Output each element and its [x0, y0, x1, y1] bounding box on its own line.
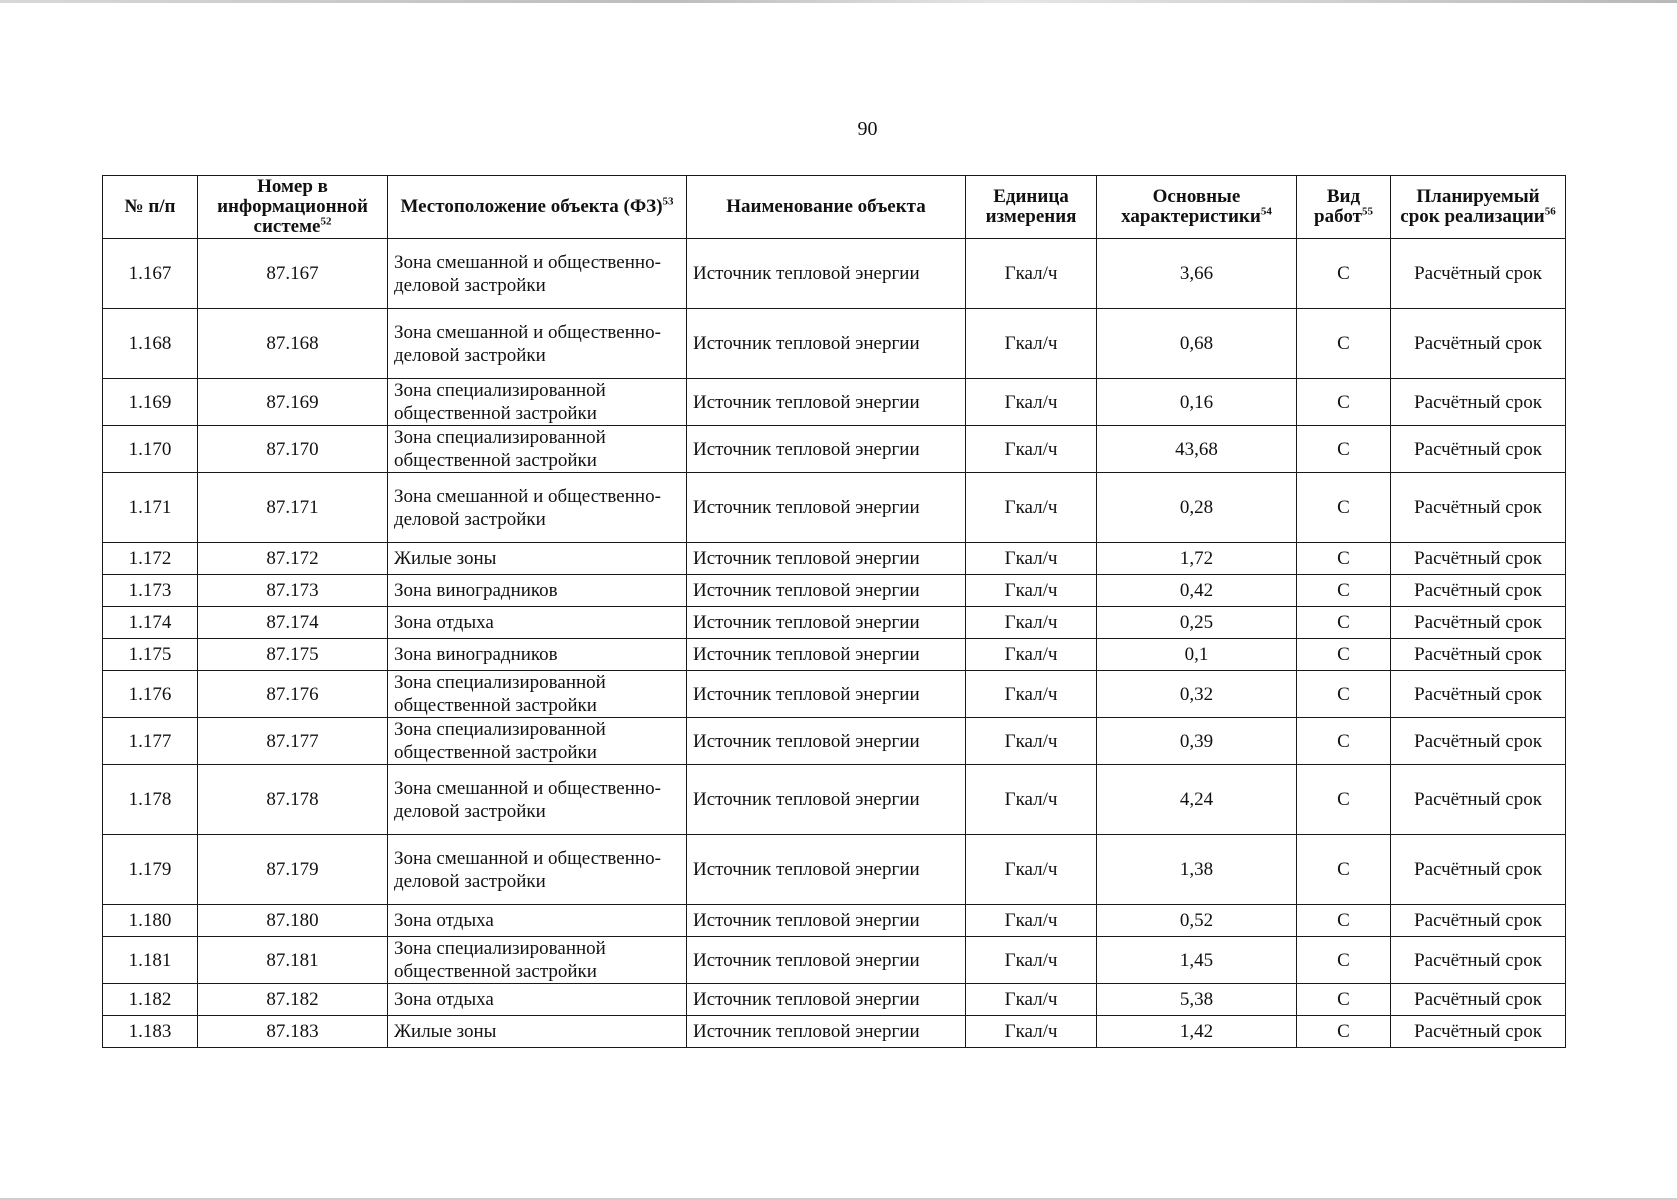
characteristic-value-cell: 1,42	[1097, 1016, 1297, 1048]
location-cell: Зона отдыха	[388, 905, 687, 937]
unit-cell: Гкал/ч	[966, 239, 1097, 309]
header-label: Номер в информационной системе	[217, 176, 368, 237]
term-cell: Расчётный срок	[1391, 835, 1566, 905]
header-cell-characteristics	[1097, 176, 1297, 239]
table-row	[103, 473, 1566, 543]
object-name-cell: Источник тепловой энергии	[687, 671, 966, 718]
row-number-cell: 1.173	[103, 575, 198, 607]
row-number-cell: 1.168	[103, 309, 198, 379]
work-type-cell: С	[1297, 607, 1391, 639]
location-cell: Зона специализированной общественной застройки	[388, 426, 687, 473]
row-number-cell: 1.167	[103, 239, 198, 309]
row-number-cell: 1.181	[103, 937, 198, 984]
footnote-ref: 53	[662, 195, 674, 208]
unit-cell: Гкал/ч	[966, 718, 1097, 765]
table-row	[103, 239, 1566, 309]
header-cell-unit	[966, 176, 1097, 239]
term-cell: Расчётный срок	[1391, 671, 1566, 718]
location-cell: Зона виноградников	[388, 639, 687, 671]
table-row	[103, 309, 1566, 379]
term-cell: Расчётный срок	[1391, 984, 1566, 1016]
scan-edge-top	[0, 0, 1677, 3]
work-type-cell: С	[1297, 1016, 1391, 1048]
work-type-cell: С	[1297, 575, 1391, 607]
system-code-cell: 87.174	[198, 607, 388, 639]
term-cell: Расчётный срок	[1391, 607, 1566, 639]
location-cell: Зона специализированной общественной застройки	[388, 671, 687, 718]
header-cell-location	[388, 176, 687, 239]
header-cell-number	[103, 176, 198, 239]
term-cell: Расчётный срок	[1391, 937, 1566, 984]
row-number-cell: 1.178	[103, 765, 198, 835]
work-type-cell: С	[1297, 905, 1391, 937]
table-row	[103, 984, 1566, 1016]
object-name-cell: Источник тепловой энергии	[687, 905, 966, 937]
characteristic-value-cell: 0,25	[1097, 607, 1297, 639]
object-name-cell: Источник тепловой энергии	[687, 379, 966, 426]
location-cell: Зона смешанной и общественно-деловой застройки	[388, 765, 687, 835]
system-code-cell: 87.183	[198, 1016, 388, 1048]
footnote-ref: 55	[1361, 205, 1373, 218]
work-type-cell: С	[1297, 984, 1391, 1016]
row-number-cell: 1.175	[103, 639, 198, 671]
table-row	[103, 671, 1566, 718]
footnote-ref: 56	[1544, 205, 1556, 218]
table-row	[103, 379, 1566, 426]
system-code-cell: 87.169	[198, 379, 388, 426]
system-code-cell: 87.179	[198, 835, 388, 905]
location-cell: Зона виноградников	[388, 575, 687, 607]
term-cell: Расчётный срок	[1391, 575, 1566, 607]
row-number-cell: 1.172	[103, 543, 198, 575]
characteristic-value-cell: 5,38	[1097, 984, 1297, 1016]
term-cell: Расчётный срок	[1391, 309, 1566, 379]
header-cell-work-type	[1297, 176, 1391, 239]
objects-table	[102, 175, 1566, 1048]
row-number-cell: 1.170	[103, 426, 198, 473]
work-type-cell: С	[1297, 937, 1391, 984]
system-code-cell: 87.178	[198, 765, 388, 835]
table-row	[103, 426, 1566, 473]
characteristic-value-cell: 0,68	[1097, 309, 1297, 379]
table-body	[103, 239, 1566, 1048]
characteristic-value-cell: 0,28	[1097, 473, 1297, 543]
unit-cell: Гкал/ч	[966, 671, 1097, 718]
header-label: Местоположение объекта (ФЗ)	[400, 196, 663, 217]
work-type-cell: С	[1297, 671, 1391, 718]
unit-cell: Гкал/ч	[966, 1016, 1097, 1048]
location-cell: Зона специализированной общественной застройки	[388, 379, 687, 426]
row-number-cell: 1.180	[103, 905, 198, 937]
location-cell: Зона специализированной общественной застройки	[388, 937, 687, 984]
unit-cell: Гкал/ч	[966, 639, 1097, 671]
work-type-cell: С	[1297, 426, 1391, 473]
work-type-cell: С	[1297, 718, 1391, 765]
row-number-cell: 1.169	[103, 379, 198, 426]
table-row	[103, 543, 1566, 575]
system-code-cell: 87.175	[198, 639, 388, 671]
unit-cell: Гкал/ч	[966, 607, 1097, 639]
object-name-cell: Источник тепловой энергии	[687, 1016, 966, 1048]
characteristic-value-cell: 0,39	[1097, 718, 1297, 765]
footnote-ref: 54	[1260, 205, 1272, 218]
header-cell-term	[1391, 176, 1566, 239]
work-type-cell: С	[1297, 309, 1391, 379]
row-number-cell: 1.183	[103, 1016, 198, 1048]
location-cell: Зона отдыха	[388, 607, 687, 639]
unit-cell: Гкал/ч	[966, 426, 1097, 473]
object-name-cell: Источник тепловой энергии	[687, 575, 966, 607]
unit-cell: Гкал/ч	[966, 984, 1097, 1016]
header-label: Единица измерения	[985, 186, 1077, 227]
location-cell: Зона смешанной и общественно-деловой застройки	[388, 835, 687, 905]
term-cell: Расчётный срок	[1391, 239, 1566, 309]
object-name-cell: Источник тепловой энергии	[687, 473, 966, 543]
characteristic-value-cell: 1,38	[1097, 835, 1297, 905]
unit-cell: Гкал/ч	[966, 309, 1097, 379]
location-cell: Зона смешанной и общественно-деловой застройки	[388, 239, 687, 309]
system-code-cell: 87.172	[198, 543, 388, 575]
work-type-cell: С	[1297, 835, 1391, 905]
characteristic-value-cell: 43,68	[1097, 426, 1297, 473]
location-cell: Зона смешанной и общественно-деловой застройки	[388, 309, 687, 379]
unit-cell: Гкал/ч	[966, 543, 1097, 575]
row-number-cell: 1.177	[103, 718, 198, 765]
system-code-cell: 87.170	[198, 426, 388, 473]
header-label: Основные характеристики	[1121, 186, 1261, 227]
term-cell: Расчётный срок	[1391, 718, 1566, 765]
table-row	[103, 607, 1566, 639]
page-number: 90	[857, 118, 878, 140]
object-name-cell: Источник тепловой энергии	[687, 543, 966, 575]
work-type-cell: С	[1297, 543, 1391, 575]
header-row	[103, 176, 1566, 239]
unit-cell: Гкал/ч	[966, 905, 1097, 937]
term-cell: Расчётный срок	[1391, 639, 1566, 671]
row-number-cell: 1.176	[103, 671, 198, 718]
work-type-cell: С	[1297, 473, 1391, 543]
location-cell: Зона смешанной и общественно-деловой застройки	[388, 473, 687, 543]
table-header	[103, 176, 1566, 239]
object-name-cell: Источник тепловой энергии	[687, 426, 966, 473]
characteristic-value-cell: 1,45	[1097, 937, 1297, 984]
work-type-cell: С	[1297, 379, 1391, 426]
row-number-cell: 1.171	[103, 473, 198, 543]
characteristic-value-cell: 4,24	[1097, 765, 1297, 835]
header-label: Планируемый срок реализации	[1400, 186, 1545, 227]
term-cell: Расчётный срок	[1391, 473, 1566, 543]
object-name-cell: Источник тепловой энергии	[687, 765, 966, 835]
object-name-cell: Источник тепловой энергии	[687, 639, 966, 671]
characteristic-value-cell: 0,52	[1097, 905, 1297, 937]
system-code-cell: 87.182	[198, 984, 388, 1016]
unit-cell: Гкал/ч	[966, 575, 1097, 607]
system-code-cell: 87.177	[198, 718, 388, 765]
characteristic-value-cell: 1,72	[1097, 543, 1297, 575]
characteristic-value-cell: 0,32	[1097, 671, 1297, 718]
term-cell: Расчётный срок	[1391, 379, 1566, 426]
work-type-cell: С	[1297, 639, 1391, 671]
object-name-cell: Источник тепловой энергии	[687, 239, 966, 309]
unit-cell: Гкал/ч	[966, 473, 1097, 543]
term-cell: Расчётный срок	[1391, 426, 1566, 473]
table-row	[103, 835, 1566, 905]
object-name-cell: Источник тепловой энергии	[687, 937, 966, 984]
object-name-cell: Источник тепловой энергии	[687, 835, 966, 905]
table-row	[103, 765, 1566, 835]
characteristic-value-cell: 0,42	[1097, 575, 1297, 607]
row-number-cell: 1.179	[103, 835, 198, 905]
table-row	[103, 1016, 1566, 1048]
unit-cell: Гкал/ч	[966, 835, 1097, 905]
characteristic-value-cell: 0,1	[1097, 639, 1297, 671]
row-number-cell: 1.174	[103, 607, 198, 639]
location-cell: Зона отдыха	[388, 984, 687, 1016]
term-cell: Расчётный срок	[1391, 765, 1566, 835]
term-cell: Расчётный срок	[1391, 1016, 1566, 1048]
system-code-cell: 87.167	[198, 239, 388, 309]
table-row	[103, 937, 1566, 984]
table-row	[103, 718, 1566, 765]
characteristic-value-cell: 3,66	[1097, 239, 1297, 309]
header-label: № п/п	[124, 196, 176, 217]
header-label: Наименование объекта	[726, 196, 926, 217]
unit-cell: Гкал/ч	[966, 765, 1097, 835]
term-cell: Расчётный срок	[1391, 905, 1566, 937]
object-name-cell: Источник тепловой энергии	[687, 607, 966, 639]
system-code-cell: 87.171	[198, 473, 388, 543]
table-row	[103, 575, 1566, 607]
location-cell: Жилые зоны	[388, 543, 687, 575]
table-row	[103, 639, 1566, 671]
table-row	[103, 905, 1566, 937]
work-type-cell: С	[1297, 239, 1391, 309]
system-code-cell: 87.176	[198, 671, 388, 718]
header-cell-object-name	[687, 176, 966, 239]
object-name-cell: Источник тепловой энергии	[687, 718, 966, 765]
work-type-cell: С	[1297, 765, 1391, 835]
unit-cell: Гкал/ч	[966, 937, 1097, 984]
footnote-ref: 52	[320, 215, 332, 228]
unit-cell: Гкал/ч	[966, 379, 1097, 426]
system-code-cell: 87.181	[198, 937, 388, 984]
system-code-cell: 87.173	[198, 575, 388, 607]
object-name-cell: Источник тепловой энергии	[687, 984, 966, 1016]
header-label: Вид работ	[1314, 186, 1362, 227]
object-name-cell: Источник тепловой энергии	[687, 309, 966, 379]
location-cell: Зона специализированной общественной застройки	[388, 718, 687, 765]
system-code-cell: 87.180	[198, 905, 388, 937]
system-code-cell: 87.168	[198, 309, 388, 379]
row-number-cell: 1.182	[103, 984, 198, 1016]
header-cell-system-code	[198, 176, 388, 239]
characteristic-value-cell: 0,16	[1097, 379, 1297, 426]
term-cell: Расчётный срок	[1391, 543, 1566, 575]
location-cell: Жилые зоны	[388, 1016, 687, 1048]
